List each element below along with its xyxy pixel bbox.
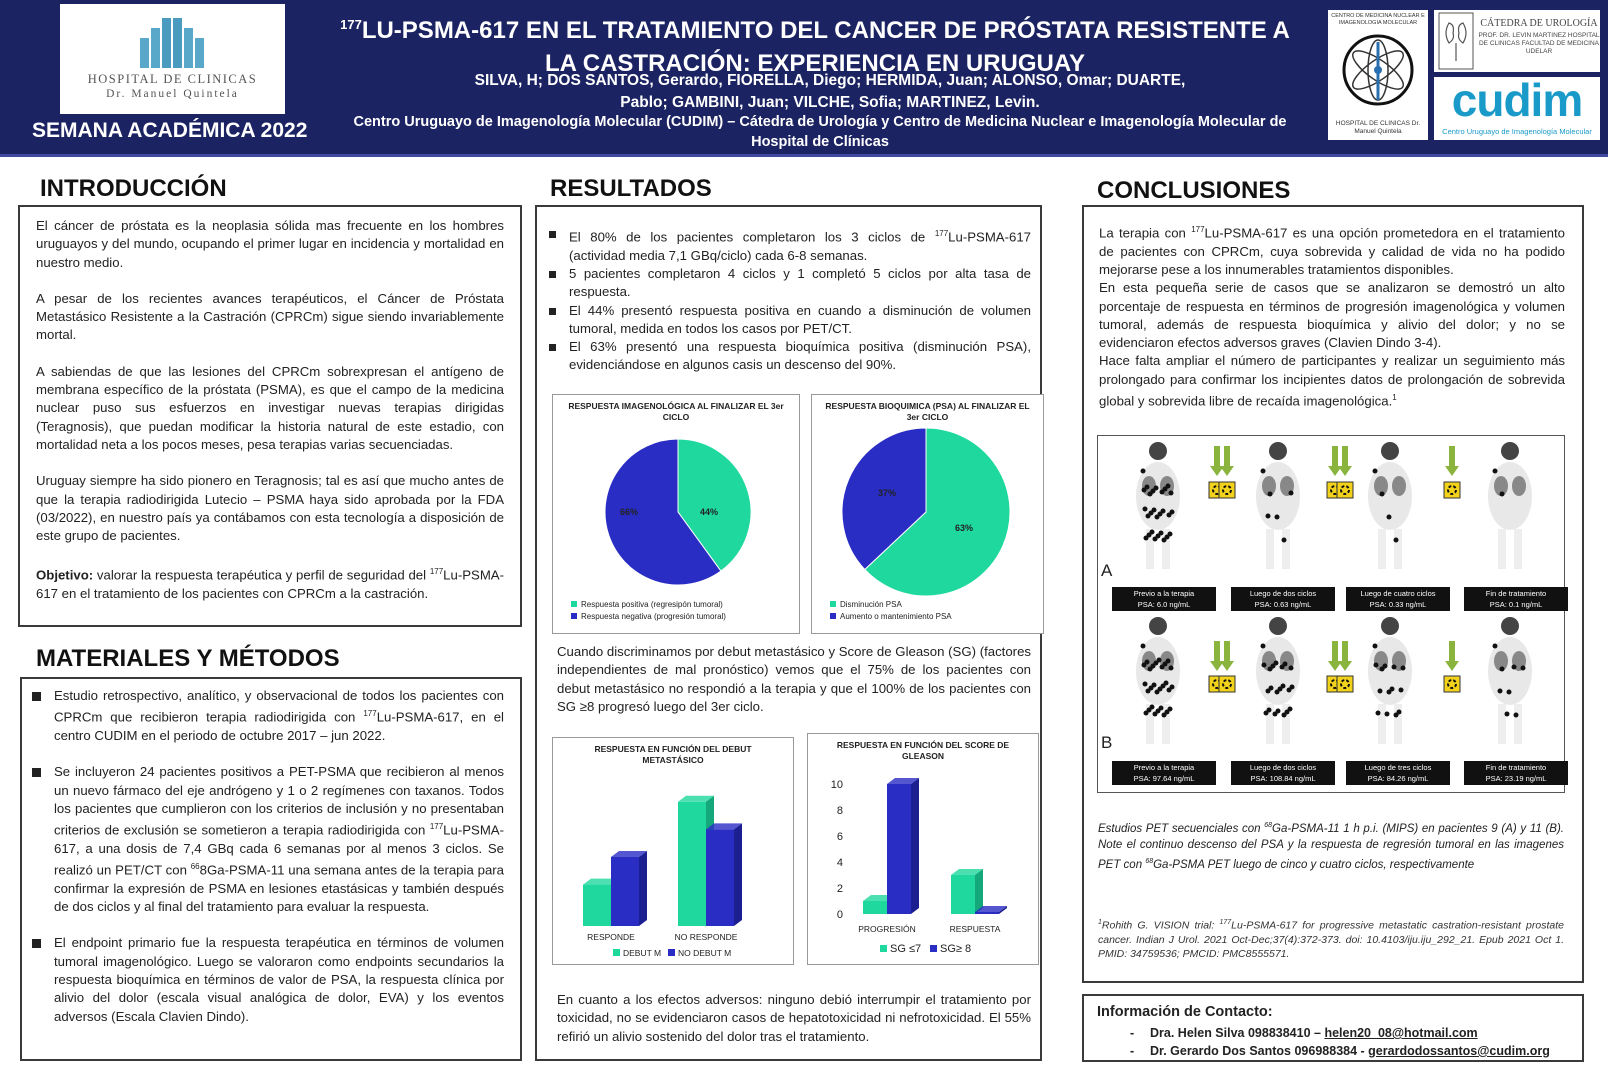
y-tick-label: 0 xyxy=(836,909,843,921)
results-box xyxy=(535,205,1042,1061)
pet-image-a xyxy=(1256,442,1300,569)
pet-lesion xyxy=(1283,662,1288,667)
pet-leg xyxy=(1378,529,1386,569)
pet-lesion xyxy=(1168,532,1173,537)
legend-label: SG ≤7 xyxy=(890,943,922,955)
bar-side xyxy=(639,851,647,926)
radiation-icon xyxy=(1337,676,1353,692)
pet-lesion xyxy=(1261,469,1266,474)
methods-text xyxy=(32,687,504,1026)
intro-box xyxy=(18,205,522,627)
bar xyxy=(975,912,999,914)
pet-lesion xyxy=(1500,667,1505,672)
pet-lesion xyxy=(1505,712,1510,717)
pet-label-a: Fin de tratamiento PSA: 0.1 ng/mL xyxy=(1464,587,1568,611)
pet-lesion xyxy=(1261,644,1266,649)
pet-head xyxy=(1501,442,1519,460)
pet-lesion xyxy=(1275,515,1280,520)
reference: $^1$Rohith G. VISION trial: $^{177}$Lu-PSMA-617 for progressive metastatic castration-resistant prostate cancer. Indian J Urol. 2021 Oct-Dec;37(4):372-373. doi: 10.4103/iju.iju_292_21. Epub 2021 Oct 1. PMID: 34759536; PMCID: PMC8555571. xyxy=(1098,919,1564,960)
pet-organ xyxy=(1392,476,1406,496)
institution: Centro Uruguayo de Imagenología Molecular (CUDIM) – Cátedra de Urología y Centro de Medicina Nuclear e Imagenología Molecular de Hospital de Clínicas xyxy=(353,114,1287,150)
bar-chart-gleason xyxy=(807,733,1039,965)
legend-swatch xyxy=(668,949,675,956)
pet-lesion xyxy=(1152,683,1157,688)
pie-value-label: 63% xyxy=(954,523,974,533)
list-item: Se incluyeron 24 pacientes positivos a PET-PSMA que recibieron al menos un nuevo fármaco del eje andrógeno y 1 o 2 regímenes con taxanos. Todos los pacientes que cumplieron con los criterios de inclusión y no presentaban criterios de exclusión se sometieron a terapia radiodirigida con $^{177}$Lu-PSMA-617, a una dosis de 7,4 GBq cada 6 semanas por al menos 3 ciclos. Se realizó un PET/CT con $^{66}$8Ga-PSMA-11 una semana antes de la terapia para confirmar la expresión de PSMA en lesiones etastásicas y también después de dos ciclos y al final del tratamiento para evaluar la respuesta. xyxy=(32,763,504,916)
radiation-icon xyxy=(1444,482,1460,498)
pet-lesion xyxy=(1169,491,1174,496)
pet-lesion xyxy=(1141,644,1146,649)
x-category-label: RESPUESTA xyxy=(949,924,1001,934)
bar xyxy=(706,829,734,926)
bar xyxy=(611,857,639,926)
pet-label-b: Previo a la terapia PSA: 97.64 ng/mL xyxy=(1112,761,1216,785)
legend-label: Disminución PSA xyxy=(840,600,902,609)
methods-heading: MATERIALES Y MÉTODOS xyxy=(36,645,340,672)
x-category-label: PROGRESIÓN xyxy=(858,924,916,934)
bar xyxy=(951,875,975,914)
pet-lesion xyxy=(1507,690,1512,695)
y-tick-label: 6 xyxy=(836,831,843,843)
pet-caption: Estudios PET secuenciales con $^{68}$Ga-PSMA-11 1 h p.i. (MIPS) en pacientes 9 (A) y 11 (B). Note el continuo descenso del PSA y la respuesta de regresión tumoral en las imagenes PET con $^{68}$Ga-PSMA PET luego de cinco y cuatro ciclos, respectivamente xyxy=(1098,822,1564,871)
bar xyxy=(863,901,887,914)
pet-head xyxy=(1501,617,1519,635)
row-label-b: B xyxy=(1101,733,1113,752)
down-arrow-icon xyxy=(1342,446,1348,466)
down-arrow-icon xyxy=(1445,661,1459,671)
radiation-icon xyxy=(1219,482,1235,498)
y-tick-label: 8 xyxy=(836,805,843,817)
pet-lesion xyxy=(1166,484,1171,489)
pet-image-b xyxy=(1488,617,1532,744)
pie-chart-imaging xyxy=(552,394,800,634)
pet-lesion xyxy=(1161,509,1166,514)
chart-title: RESPUESTA BIOQUIMICA (PSA) AL FINALIZAR EL 3er CICLO xyxy=(825,401,1030,422)
pet-head xyxy=(1381,442,1399,460)
pet-lesion xyxy=(1143,507,1148,512)
pet-lesion xyxy=(1150,530,1155,535)
radiation-icon xyxy=(1219,676,1235,692)
legend-swatch xyxy=(613,949,620,956)
legend-label: SG≥ 8 xyxy=(940,943,972,955)
down-arrow-icon xyxy=(1220,661,1234,671)
pet-label-a: Previo a la terapia PSA: 6.0 ng/mL xyxy=(1112,587,1216,611)
legend-label: Respuesta positiva (regresipón tumoral) xyxy=(581,600,723,609)
pet-lesion xyxy=(1154,486,1159,491)
pet-lesion xyxy=(1387,515,1392,520)
legend-label: DEBUT M xyxy=(623,948,662,958)
poster-title: $^{177}$LU-PSMA-617 EN EL TRATAMIENTO DEL CANCER DE PRÓSTATA RESISTENTE A LA CASTRACIÓN: EXPERIENCIA EN URUGUAY xyxy=(340,17,1290,77)
pet-lesion xyxy=(1373,644,1378,649)
x-category-label: RESPONDE xyxy=(587,932,635,942)
pet-head xyxy=(1149,617,1167,635)
pet-lesion xyxy=(1378,689,1383,694)
contact-2: - Dr. Gerardo Dos Santos 096988384 - gerardodossantos@cudim.org xyxy=(1130,1044,1550,1058)
pet-lesion xyxy=(1498,689,1503,694)
pet-lesion xyxy=(1159,706,1164,711)
pet-lesion xyxy=(1383,664,1388,669)
pet-lesion xyxy=(1397,710,1402,715)
pet-lesion xyxy=(1401,666,1406,671)
contact-heading: Información de Contacto: xyxy=(1097,1004,1273,1020)
legend-swatch xyxy=(571,601,577,607)
event-name: SEMANA ACADÉMICA 2022 xyxy=(32,119,308,142)
authors: SILVA, H; DOS SANTOS, Gerardo, FIORELLA, Diego; HERMIDA, Juan; ALONSO, Omar; DUARTE, Pablo; GAMBINI, Juan; VILCHE, Sofia; MARTINEZ, Levin. xyxy=(474,72,1186,111)
pet-label-b: Luego de tres ciclos PSA: 84.26 ng/mL xyxy=(1346,761,1450,785)
pet-lesion xyxy=(1266,514,1271,519)
pet-lesion xyxy=(1276,709,1281,714)
pet-leg xyxy=(1282,529,1290,569)
pet-lesion xyxy=(1274,661,1279,666)
list-item: El 63% presentó una respuesta bioquímica positiva (disminución PSA), evidenciándose en algunos casis un descenso del 90%. xyxy=(547,338,1031,375)
nuclear-medicine-logo: CENTRO DE MEDICINA NUCLEAR E IMAGENOLOGIA MOLECULAR HOSPITAL DE CLINICAS Dr. Manuel Quintela xyxy=(1328,10,1428,140)
pet-image-a xyxy=(1488,442,1532,569)
pet-image-panel xyxy=(1097,435,1565,793)
legend-swatch xyxy=(930,945,937,952)
list-item: 5 pacientes completaron 4 ciclos y 1 completó 5 ciclos por alta tasa de respuesta. xyxy=(547,265,1031,302)
objective: Objetivo: valorar la respuesta terapéutica y perfil de seguridad del $^{177}$Lu-PSMA-617 en el tratamiento de los pacientes con CPRCm a la castración. xyxy=(36,567,504,602)
down-arrow-icon xyxy=(1220,466,1234,476)
pet-lesion xyxy=(1145,485,1150,490)
pet-image-b xyxy=(1256,617,1300,744)
pet-lesion xyxy=(1394,538,1399,543)
legend-swatch xyxy=(830,613,836,619)
pie-chart-psa xyxy=(811,394,1044,634)
results-heading: RESULTADOS xyxy=(550,175,712,202)
pet-lesion xyxy=(1170,685,1175,690)
down-arrow-icon xyxy=(1445,466,1459,476)
hospital-logo-subname: Dr. Manuel Quintela xyxy=(106,88,239,100)
legend-swatch xyxy=(830,601,836,607)
pet-lesion xyxy=(1521,666,1526,671)
down-arrow-icon xyxy=(1214,446,1220,466)
pet-lesion xyxy=(1290,685,1295,690)
intro-text: El cáncer de próstata es la neoplasia sólida mas frecuente en los hombres uruguayos y del mundo, ocupando el primer lugar en incidencia y mortalidad en nuestro medio. A pesar de los recientes avances terapéuticos, el Cáncer de Próstata Metastásico Resistente a la Castración (CPRCm) sigue siendo invariablemente mortal. A sabiendas de que las lesiones del CPRCm sobrexpresan el antígeno de membrana específico de la próstata (PSMA), es que el campo de la medicina nuclear puso sus esfuerzos en investigar nuevas terapias dirigidas (Teragnosis), que puedan modificar la historia natural de este estadio, con mortalidad neta a los pocos meses, pesa terapias varias secuenciadas. Uruguay siempre ha sido pionero en Teragnosis; tal es así que mucho antes de que la terapia radiodirigida Lutecio – PSMA haya sido aprobada por la FDA (03/2022), en nuestro país ya contábamos con esta tecnología a disposición de este grupo de pacientes. Objetivo: valorar la respuesta terapéutica y perfil de seguridad del $^{177}$Lu-PSMA-617 en el tratamiento de los pacientes con CPRCm a la castración. xyxy=(36,217,504,603)
legend-label: Respuesta negativa (progresión tumoral) xyxy=(581,612,726,621)
legend-swatch xyxy=(880,945,887,952)
poster-header xyxy=(0,0,1608,157)
y-tick-label: 2 xyxy=(836,883,843,895)
methods-box xyxy=(20,677,522,1061)
pet-leg xyxy=(1498,529,1506,569)
pet-lesion xyxy=(1374,663,1379,668)
pet-lesion xyxy=(1380,492,1385,497)
down-arrow-icon xyxy=(1449,641,1455,661)
pet-lesion xyxy=(1514,713,1519,718)
pet-lesion xyxy=(1376,711,1381,716)
x-category-label: NO RESPONDE xyxy=(674,932,738,942)
down-arrow-icon xyxy=(1224,446,1230,466)
hospital-logo xyxy=(60,4,285,114)
hospital-logo-name: HOSPITAL DE CLINICAS xyxy=(87,72,258,86)
pet-lesion xyxy=(1390,687,1395,692)
pet-lesion xyxy=(1170,510,1175,515)
kidney-icon xyxy=(1437,11,1477,71)
pet-lesion xyxy=(1500,492,1505,497)
pet-lesion xyxy=(1262,663,1267,668)
pet-lesion xyxy=(1169,666,1174,671)
bar-chart-svg xyxy=(553,738,795,966)
legend-label: NO DEBUT M xyxy=(678,948,732,958)
pet-leg xyxy=(1514,529,1522,569)
intro-heading: INTRODUCCIÓN xyxy=(40,175,227,202)
pet-lesion xyxy=(1385,712,1390,717)
pet-image-b xyxy=(1136,617,1180,744)
pet-lesion xyxy=(1145,660,1150,665)
pet-lesion xyxy=(1289,491,1294,496)
pet-lesion xyxy=(1399,688,1404,693)
pet-leg xyxy=(1378,704,1386,744)
bar-chart-debut xyxy=(552,737,794,965)
pet-scan-figure xyxy=(1098,436,1564,792)
down-arrow-icon xyxy=(1449,446,1455,466)
list-item: Estudio retrospectivo, analítico, y observacional de todos los pacientes con CPRCm que recibieron terapia radiodirigida con $^{177}$Lu-PSMA-617, en el centro CUDIM en el periodo de octubre 2017 – jun 2022. xyxy=(32,687,504,745)
pet-lesion xyxy=(1152,508,1157,513)
pet-lesion xyxy=(1143,682,1148,687)
pet-lesion xyxy=(1268,492,1273,497)
bar-side xyxy=(911,778,919,914)
pet-label-b: Fin de tratamiento PSA: 23.19 ng/mL xyxy=(1464,761,1568,785)
list-item: El 80% de los pacientes completaron los 3 ciclos de $^{177}$Lu-PSMA-617 (actividad media 7,1 GBq/ciclo) cada 6-8 semanas. xyxy=(547,225,1031,265)
pet-head xyxy=(1149,442,1167,460)
down-arrow-icon xyxy=(1342,641,1348,661)
y-tick-label: 10 xyxy=(830,779,843,791)
down-arrow-icon xyxy=(1332,446,1338,466)
pet-lesion xyxy=(1141,469,1146,474)
pie-chart-svg xyxy=(812,395,1045,635)
pet-lesion xyxy=(1168,707,1173,712)
adverse-effects-text: En cuanto a los efectos adversos: ninguno debió interrumpir el tratamiento por toxicidad, no se evidenciaron casos de hepatotoxicidad ni nefrotoxicidad. El 55% refirió un alivio sostenido del dolor tras el tratamiento. xyxy=(557,992,1031,1044)
pet-lesion xyxy=(1157,658,1162,663)
pet-lesion xyxy=(1150,705,1155,710)
row-label-a: A xyxy=(1101,561,1113,580)
results-bullets xyxy=(547,225,1031,375)
bar xyxy=(678,802,706,926)
email-link-2[interactable]: gerardodossantos@cudim.org xyxy=(1368,1044,1550,1058)
y-tick-label: 4 xyxy=(836,857,843,869)
bar xyxy=(583,885,611,926)
pet-lesion xyxy=(1159,531,1164,536)
pet-leg xyxy=(1266,529,1274,569)
list-item: El endpoint primario fue la respuesta terapéutica en términos de volumen tumoral imagenológico. Luego se valoraron como endpoints secundarios la respuesta bioquímica en términos de valor de PSA, la respuesta clínica por alivio del dolor (escala visual analógica de dolor, EVA) y los eventos adversos (Escala Clavien Dindo). xyxy=(32,934,504,1025)
chart-title: RESPUESTA EN FUNCIÓN DEL SCORE DE GLEASON xyxy=(836,740,1010,761)
down-arrow-icon xyxy=(1332,641,1338,661)
pet-label-a: Luego de cuatro ciclos PSA: 0.33 ng/mL xyxy=(1346,587,1450,611)
pet-lesion xyxy=(1512,665,1517,670)
pet-leg xyxy=(1498,704,1506,744)
pet-image-b xyxy=(1368,617,1412,744)
pet-lesion xyxy=(1392,665,1397,670)
hospital-logo-icon xyxy=(140,18,206,68)
pie-value-label: 66% xyxy=(619,507,639,517)
pet-head xyxy=(1381,617,1399,635)
pet-lesion xyxy=(1493,644,1498,649)
down-arrow-icon xyxy=(1214,641,1220,661)
radiation-icon xyxy=(1444,676,1460,692)
pie-value-label: 44% xyxy=(699,507,719,517)
pet-leg xyxy=(1514,704,1522,744)
cudim-logo: cudim Centro Uruguayo de Imagenología Molecular xyxy=(1434,77,1600,140)
pet-label-a: Luego de dos ciclos PSA: 0.63 ng/mL xyxy=(1231,587,1335,611)
pet-image-a xyxy=(1136,442,1180,569)
atom-icon xyxy=(1328,24,1428,124)
results-mid-text: Cuando discriminamos por debut metastásico y Score de Gleason (SG) (factores independientes de mal pronóstico) vemos que el 75% de los pacientes con debut metastásico no respondió a la terapia y que el 100% de los pacientes con SG ≥8 progresó luego del 3er ciclo. xyxy=(557,644,1031,714)
conclusions-heading: CONCLUSIONES xyxy=(1097,177,1291,204)
bar-chart-svg xyxy=(808,734,1040,966)
pet-organ xyxy=(1512,476,1526,496)
list-item: El 44% presentó respuesta positiva en cuando a disminución de volumen tumoral, medida en todos los casos por PET/CT. xyxy=(547,302,1031,339)
pet-lesion xyxy=(1373,469,1378,474)
pet-lesion xyxy=(1282,538,1287,543)
bar-side xyxy=(734,823,742,926)
pet-lesion xyxy=(1166,659,1171,664)
pet-lesion xyxy=(1269,686,1274,691)
down-arrow-icon xyxy=(1338,466,1352,476)
pet-lesion xyxy=(1164,681,1169,686)
pet-leg xyxy=(1394,529,1402,569)
chart-title: RESPUESTA IMAGENOLÓGICA AL FINALIZAR EL 3er CICLO xyxy=(568,401,784,422)
pet-head xyxy=(1269,617,1287,635)
legend-label: Aumento o mantenimiento PSA xyxy=(840,612,952,621)
down-arrow-icon xyxy=(1338,661,1352,671)
pie-chart-svg xyxy=(553,395,801,635)
contact-1: - Dra. Helen Silva 098838410 – helen20_08@hotmail.com xyxy=(1130,1026,1478,1040)
email-link-1[interactable]: helen20_08@hotmail.com xyxy=(1324,1026,1478,1040)
urology-logo: CÁTEDRA DE UROLOGÍA PROF. DR. LEVIN MARTINEZ HOSPITAL DE CLINICAS FACULTAD DE MEDICINA UDELAR xyxy=(1434,10,1600,72)
bar xyxy=(887,784,911,914)
pet-lesion xyxy=(1267,708,1272,713)
pet-lesion xyxy=(1288,707,1293,712)
conclusions-text: La terapia con $^{177}$Lu-PSMA-617 es una opción prometedora en el tratamiento de pacientes con CPRCm, cuya sobrevida y calidad de vida no ha podido mejorarse pese a los innumerables tratamientos disponibles. En esta pequeña serie de casos que se analizaron se demostró un alto porcentaje de respuesta en términos de progresión imagenológica y volumen tumoral, además de respuesta bioquímica y alivio del dolor; y no se evidenciaron efectos adversos graves (Clavien Dindo 3-4). Hace falta ampliar el número de participantes y realizar un seguimiento más prolongado para confirmar los incipientes datos de prolongación de sobrevida global y sobrevida libre de recaída imagenológica.$^1$ xyxy=(1099,225,1565,409)
down-arrow-icon xyxy=(1224,641,1230,661)
pet-label-b: Luego de dos ciclos PSA: 108.84 ng/mL xyxy=(1231,761,1335,785)
pet-lesion xyxy=(1493,469,1498,474)
pie-value-label: 37% xyxy=(877,488,897,498)
pet-image-a xyxy=(1368,442,1412,569)
pet-lesion xyxy=(1289,666,1294,671)
radiation-icon xyxy=(1337,482,1353,498)
chart-title: RESPUESTA EN FUNCIÓN DEL DEBUT METASTÁSICO xyxy=(594,744,752,765)
legend-swatch xyxy=(571,613,577,619)
pet-lesion xyxy=(1281,684,1286,689)
pet-head xyxy=(1269,442,1287,460)
